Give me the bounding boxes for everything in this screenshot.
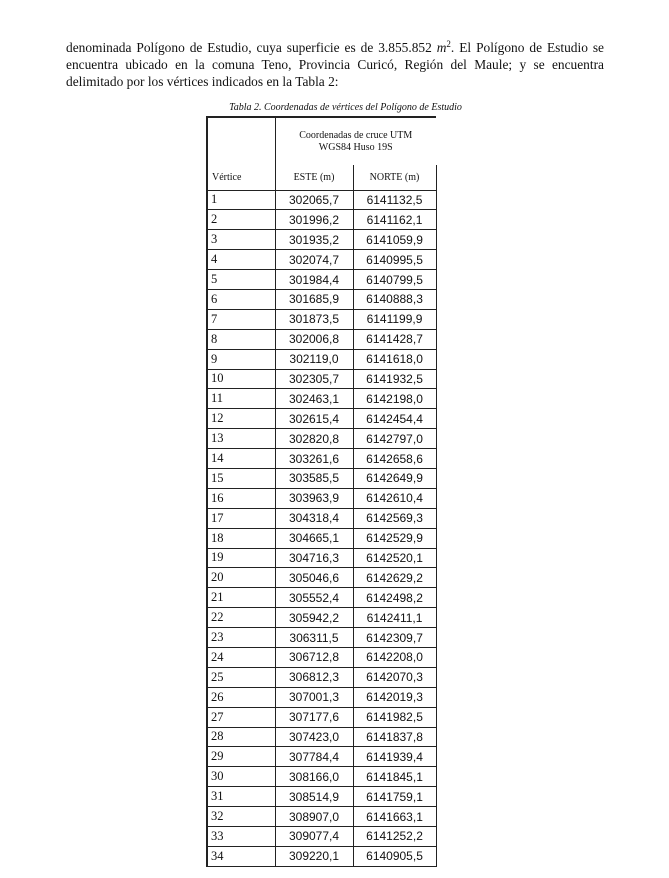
vertex-number-cell: 15 bbox=[207, 468, 275, 488]
table-row bbox=[207, 727, 436, 747]
vertex-number-cell: 7 bbox=[207, 309, 275, 329]
column-header-norte: NORTE (m) bbox=[353, 165, 436, 190]
este-coordinate-cell: 302074,7 bbox=[275, 250, 353, 270]
table-row bbox=[207, 628, 436, 648]
table-row bbox=[207, 767, 436, 787]
norte-coordinate-cell: 6141759,1 bbox=[353, 787, 436, 807]
table-row bbox=[207, 807, 436, 827]
norte-coordinate-cell: 6142070,3 bbox=[353, 667, 436, 687]
vertex-number-cell: 24 bbox=[207, 647, 275, 667]
este-coordinate-cell: 301984,4 bbox=[275, 270, 353, 290]
vertex-number-cell: 17 bbox=[207, 508, 275, 528]
vertex-number-cell: 21 bbox=[207, 588, 275, 608]
vertex-number-cell: 22 bbox=[207, 608, 275, 628]
area-unit-exponent: 2 bbox=[446, 39, 451, 49]
norte-coordinate-cell: 6141059,9 bbox=[353, 230, 436, 250]
table-row bbox=[207, 429, 436, 449]
este-coordinate-cell: 301996,2 bbox=[275, 210, 353, 230]
este-coordinate-cell: 307784,4 bbox=[275, 747, 353, 767]
vertex-number-cell: 8 bbox=[207, 329, 275, 349]
table-header-row bbox=[207, 165, 436, 190]
table-row bbox=[207, 707, 436, 727]
coordinate-system-header bbox=[275, 117, 436, 165]
norte-coordinate-cell: 6140905,5 bbox=[353, 846, 436, 866]
table-row bbox=[207, 548, 436, 568]
norte-coordinate-cell: 6141618,0 bbox=[353, 349, 436, 369]
vertex-coordinates-table bbox=[206, 116, 437, 867]
table-row bbox=[207, 508, 436, 528]
este-coordinate-cell: 302615,4 bbox=[275, 409, 353, 429]
norte-coordinate-cell: 6140799,5 bbox=[353, 270, 436, 290]
norte-coordinate-cell: 6141199,9 bbox=[353, 309, 436, 329]
este-coordinate-cell: 302820,8 bbox=[275, 429, 353, 449]
vertex-number-cell: 34 bbox=[207, 846, 275, 866]
table-row bbox=[207, 369, 436, 389]
table-row bbox=[207, 250, 436, 270]
vertex-number-cell: 33 bbox=[207, 827, 275, 847]
este-coordinate-cell: 305046,6 bbox=[275, 568, 353, 588]
vertex-number-cell: 20 bbox=[207, 568, 275, 588]
este-coordinate-cell: 306311,5 bbox=[275, 628, 353, 648]
table-row bbox=[207, 289, 436, 309]
table-row bbox=[207, 349, 436, 369]
coordinate-system-line1: Coordenadas de cruce UTM bbox=[299, 129, 413, 141]
table-row bbox=[207, 747, 436, 767]
este-coordinate-cell: 301873,5 bbox=[275, 309, 353, 329]
norte-coordinate-cell: 6142411,1 bbox=[353, 608, 436, 628]
norte-coordinate-cell: 6142658,6 bbox=[353, 449, 436, 469]
column-header-vertice: Vértice bbox=[207, 165, 275, 190]
table-row bbox=[207, 230, 436, 250]
table-row bbox=[207, 329, 436, 349]
vertex-number-cell: 13 bbox=[207, 429, 275, 449]
norte-coordinate-cell: 6142797,0 bbox=[353, 429, 436, 449]
table-row bbox=[207, 210, 436, 230]
este-coordinate-cell: 303963,9 bbox=[275, 488, 353, 508]
norte-coordinate-cell: 6142649,9 bbox=[353, 468, 436, 488]
table-body bbox=[207, 190, 436, 866]
area-unit-symbol: m bbox=[436, 40, 447, 55]
este-coordinate-cell: 303261,6 bbox=[275, 449, 353, 469]
intro-paragraph bbox=[66, 36, 604, 90]
table-row bbox=[207, 568, 436, 588]
table-row bbox=[207, 647, 436, 667]
este-coordinate-cell: 309077,4 bbox=[275, 827, 353, 847]
este-coordinate-cell: 304665,1 bbox=[275, 528, 353, 548]
norte-coordinate-cell: 6142208,0 bbox=[353, 647, 436, 667]
vertex-number-cell: 27 bbox=[207, 707, 275, 727]
vertex-number-cell: 23 bbox=[207, 628, 275, 648]
table-header-top-row bbox=[207, 117, 436, 165]
norte-coordinate-cell: 6142309,7 bbox=[353, 628, 436, 648]
norte-coordinate-cell: 6142198,0 bbox=[353, 389, 436, 409]
vertex-number-cell: 12 bbox=[207, 409, 275, 429]
este-coordinate-cell: 302006,8 bbox=[275, 329, 353, 349]
column-header-este: ESTE (m) bbox=[275, 165, 353, 190]
este-coordinate-cell: 304318,4 bbox=[275, 508, 353, 528]
norte-coordinate-cell: 6142520,1 bbox=[353, 548, 436, 568]
vertex-number-cell: 4 bbox=[207, 250, 275, 270]
vertex-number-cell: 32 bbox=[207, 807, 275, 827]
este-coordinate-cell: 308907,0 bbox=[275, 807, 353, 827]
norte-coordinate-cell: 6142529,9 bbox=[353, 528, 436, 548]
norte-coordinate-cell: 6142629,2 bbox=[353, 568, 436, 588]
este-coordinate-cell: 302305,7 bbox=[275, 369, 353, 389]
norte-coordinate-cell: 6141837,8 bbox=[353, 727, 436, 747]
table-row bbox=[207, 449, 436, 469]
vertex-number-cell: 30 bbox=[207, 767, 275, 787]
table-row bbox=[207, 190, 436, 210]
norte-coordinate-cell: 6141932,5 bbox=[353, 369, 436, 389]
vertex-number-cell: 1 bbox=[207, 190, 275, 210]
este-coordinate-cell: 302119,0 bbox=[275, 349, 353, 369]
header-blank-cell bbox=[207, 117, 275, 165]
table-row bbox=[207, 528, 436, 548]
vertex-number-cell: 11 bbox=[207, 389, 275, 409]
vertex-number-cell: 26 bbox=[207, 687, 275, 707]
norte-coordinate-cell: 6141663,1 bbox=[353, 807, 436, 827]
table-row bbox=[207, 667, 436, 687]
este-coordinate-cell: 301935,2 bbox=[275, 230, 353, 250]
este-coordinate-cell: 302065,7 bbox=[275, 190, 353, 210]
este-coordinate-cell: 308514,9 bbox=[275, 787, 353, 807]
norte-coordinate-cell: 6141428,7 bbox=[353, 329, 436, 349]
table-row bbox=[207, 608, 436, 628]
table-row bbox=[207, 270, 436, 290]
norte-coordinate-cell: 6141939,4 bbox=[353, 747, 436, 767]
este-coordinate-cell: 307001,3 bbox=[275, 687, 353, 707]
vertex-number-cell: 2 bbox=[207, 210, 275, 230]
table-row bbox=[207, 468, 436, 488]
este-coordinate-cell: 308166,0 bbox=[275, 767, 353, 787]
table-row bbox=[207, 827, 436, 847]
este-coordinate-cell: 303585,5 bbox=[275, 468, 353, 488]
este-coordinate-cell: 307423,0 bbox=[275, 727, 353, 747]
norte-coordinate-cell: 6140888,3 bbox=[353, 289, 436, 309]
norte-coordinate-cell: 6141845,1 bbox=[353, 767, 436, 787]
este-coordinate-cell: 306812,3 bbox=[275, 667, 353, 687]
paragraph-text-before-area: denominada Polígono de Estudio, cuya superficie es de 3.855.852 bbox=[66, 40, 437, 55]
este-coordinate-cell: 309220,1 bbox=[275, 846, 353, 866]
vertex-number-cell: 6 bbox=[207, 289, 275, 309]
vertex-number-cell: 3 bbox=[207, 230, 275, 250]
table-row bbox=[207, 409, 436, 429]
norte-coordinate-cell: 6141982,5 bbox=[353, 707, 436, 727]
norte-coordinate-cell: 6140995,5 bbox=[353, 250, 436, 270]
table-row bbox=[207, 846, 436, 866]
norte-coordinate-cell: 6142454,4 bbox=[353, 409, 436, 429]
vertex-number-cell: 14 bbox=[207, 449, 275, 469]
table-row bbox=[207, 787, 436, 807]
table-row bbox=[207, 687, 436, 707]
table-row bbox=[207, 488, 436, 508]
este-coordinate-cell: 306712,8 bbox=[275, 647, 353, 667]
este-coordinate-cell: 304716,3 bbox=[275, 548, 353, 568]
norte-coordinate-cell: 6141132,5 bbox=[353, 190, 436, 210]
vertex-number-cell: 25 bbox=[207, 667, 275, 687]
vertex-number-cell: 28 bbox=[207, 727, 275, 747]
norte-coordinate-cell: 6141162,1 bbox=[353, 210, 436, 230]
table-row bbox=[207, 389, 436, 409]
vertex-number-cell: 10 bbox=[207, 369, 275, 389]
vertex-number-cell: 9 bbox=[207, 349, 275, 369]
norte-coordinate-cell: 6142610,4 bbox=[353, 488, 436, 508]
coordinate-system-line2: WGS84 Huso 19S bbox=[318, 141, 393, 153]
vertex-number-cell: 31 bbox=[207, 787, 275, 807]
este-coordinate-cell: 302463,1 bbox=[275, 389, 353, 409]
vertex-number-cell: 19 bbox=[207, 548, 275, 568]
norte-coordinate-cell: 6142569,3 bbox=[353, 508, 436, 528]
vertex-number-cell: 18 bbox=[207, 528, 275, 548]
este-coordinate-cell: 307177,6 bbox=[275, 707, 353, 727]
vertex-number-cell: 5 bbox=[207, 270, 275, 290]
norte-coordinate-cell: 6142019,3 bbox=[353, 687, 436, 707]
paragraph-text-after-area: . El Polígono de Estudio se encuentra ubicado en la comuna Teno, Provincia Curicó, Región del Maule; y se encuentra delimitado por los vértices indicados en la Tabla 2: bbox=[66, 40, 605, 89]
este-coordinate-cell: 301685,9 bbox=[275, 289, 353, 309]
table-caption: Tabla 2. Coordenadas de vértices del Polígono de Estudio bbox=[229, 102, 462, 113]
vertex-number-cell: 16 bbox=[207, 488, 275, 508]
norte-coordinate-cell: 6142498,2 bbox=[353, 588, 436, 608]
norte-coordinate-cell: 6141252,2 bbox=[353, 827, 436, 847]
area-unit bbox=[437, 40, 451, 55]
table-row bbox=[207, 588, 436, 608]
este-coordinate-cell: 305942,2 bbox=[275, 608, 353, 628]
vertex-number-cell: 29 bbox=[207, 747, 275, 767]
table-row bbox=[207, 309, 436, 329]
este-coordinate-cell: 305552,4 bbox=[275, 588, 353, 608]
